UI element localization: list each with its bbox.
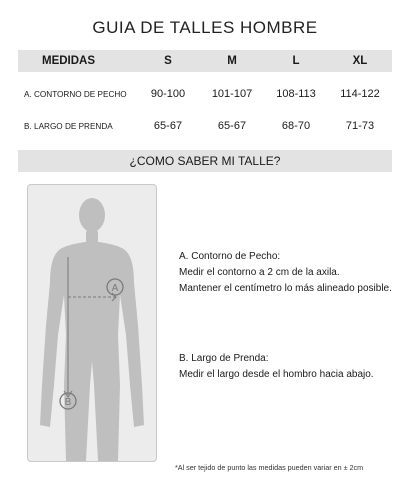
header-size-xl: XL (352, 55, 368, 67)
cell-value: 108-113 (276, 88, 316, 100)
cell-value: 101-107 (211, 88, 253, 100)
header-size-s: S (164, 55, 172, 67)
instruction-chest (179, 249, 392, 297)
cell-value: 65-67 (153, 120, 183, 132)
size-table (18, 50, 392, 142)
cell-value: 68-70 (281, 120, 311, 132)
instruction-length-line: Medir el largo desde el hombro hacia abajo. (179, 369, 374, 380)
instruction-length-heading: B. Largo de Prenda: (179, 353, 269, 364)
instruction-chest-heading: A. Contorno de Pecho: (179, 251, 281, 262)
marker-b-label: B (64, 397, 72, 408)
section-title: ¿COMO SABER MI TALLE? (18, 150, 392, 172)
table-header (18, 50, 392, 72)
cell-value: 90-100 (150, 88, 186, 100)
instruction-chest-line: Medir el contorno a 2 cm de la axila. (179, 267, 340, 278)
row-label: B. LARGO DE PRENDA (24, 121, 113, 131)
table-row (18, 78, 392, 110)
instruction-chest-line: Mantener el centímetro lo más alineado posible. (179, 283, 392, 294)
cell-value: 65-67 (217, 120, 247, 132)
body-figure-panel (27, 184, 157, 462)
cell-value: 114-122 (340, 88, 380, 100)
instruction-length (179, 351, 374, 383)
page-title: GUIA DE TALLES HOMBRE (92, 18, 318, 37)
row-label: A. CONTORNO DE PECHO (24, 89, 127, 99)
body-silhouette (40, 198, 144, 461)
marker-a-label: A (111, 283, 119, 294)
header-medidas: MEDIDAS (42, 55, 96, 67)
header-size-l: L (292, 55, 300, 67)
footnote: *Al ser tejido de punto las medidas pueden variar en ± 2cm (175, 463, 364, 472)
header-size-m: M (227, 55, 237, 67)
cell-value: 71-73 (345, 120, 375, 132)
body-silhouette-illustration (28, 185, 156, 461)
table-row (18, 110, 392, 142)
